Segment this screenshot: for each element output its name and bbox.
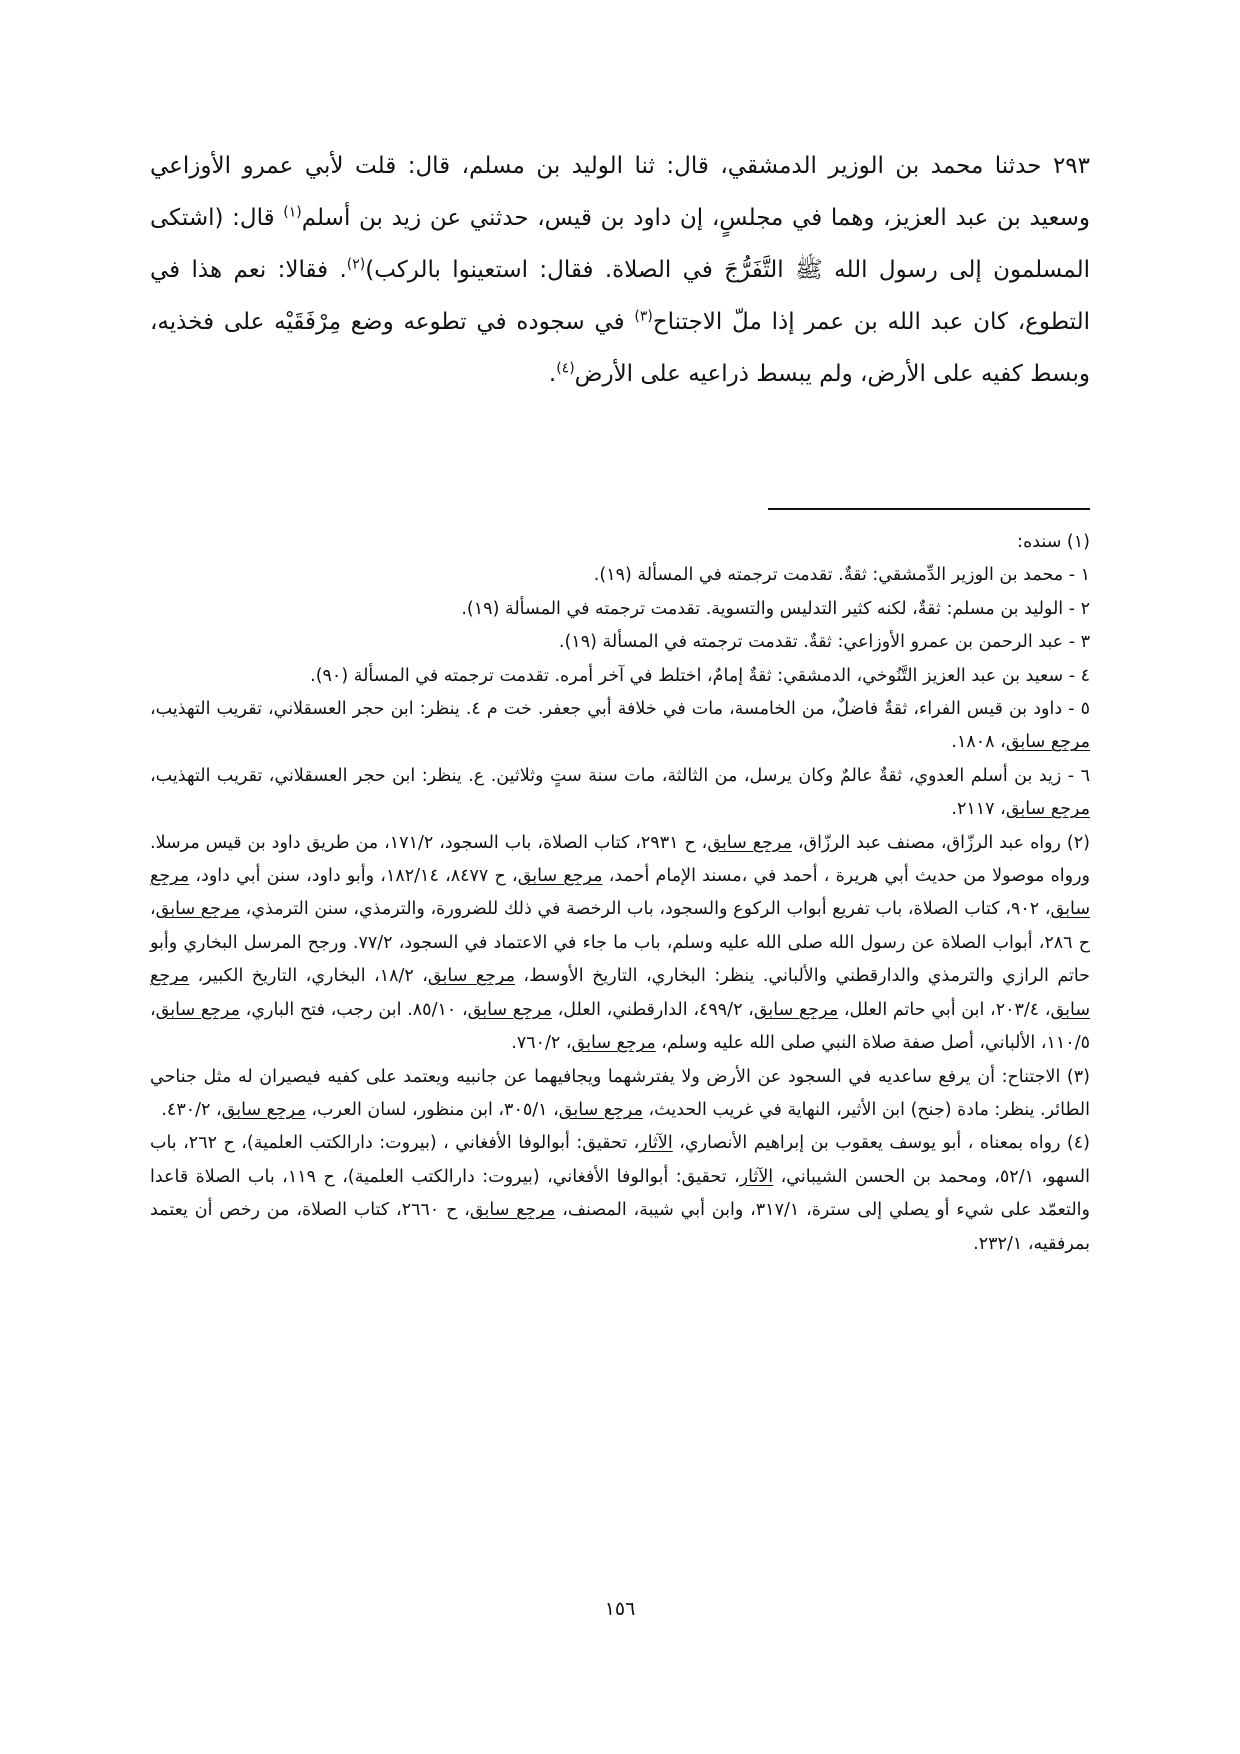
reference-link[interactable]: مرجع سابق — [558, 1099, 643, 1120]
hadith-paragraph — [150, 140, 1090, 400]
footnotes — [150, 526, 1090, 1261]
reference-link[interactable]: مرجع سابق — [517, 866, 603, 887]
reference-link[interactable]: مرجع سابق — [571, 1033, 656, 1054]
footnote-1-item: ٦ - زيد بن أسلم العدوي، ثقةٌ عالمٌ وكان يرسل، من الثالثة، مات سنة ستٍ وثلاثين. ع. ينظر: ابن حجر العسقلاني، تقريب التهذيب، مرجع سابق، ٢١١٧. — [150, 765, 1090, 820]
reference-link[interactable]: الآثار — [739, 1166, 774, 1187]
footnote-1-item: ٢ - الوليد بن مسلم: ثقةٌ، لكنه كثير التدليس والتسوية. تقدمت ترجمته في المسألة (١٩). — [461, 598, 1090, 619]
hadith-text: . — [548, 361, 557, 387]
hadith-text: . فقالا: نعم هذا في التطوع، كان عبد الله بن عمر إذا ملّ الاجتناح — [150, 257, 1090, 335]
footnote-1-item: ٣ - عبد الرحمن بن عمرو الأوزاعي: ثقةٌ. تقدمت ترجمته في المسألة (١٩). — [558, 632, 1090, 653]
footnote-4: (٤) رواه بمعناه ، أبو يوسف يعقوب بن إبراهيم الأنصاري، الآثار، تحقيق: أبوالوفا الأفغاني ، (بيروت: دارالكتب العلمية)، ح ٢٦٢، باب السهو، ٥٢/١، ومحمد بن الحسن الشيباني، الآثار، تحقيق: أبوالوفا الأفغاني، (بيروت: دارالكتب العلمية)، ح ١١٩، باب الصلاة قاعدا والتعمّد على شيء أو يصلي إلى سترة، ٣١٧/١، وابن أبي شيبة، المصنف، مرجع سابق، ح ٢٦٦٠، كتاب الصلاة، من رخص أن يعتمد بمرفقيه، ٢٣٢/١. — [150, 1133, 1091, 1254]
footnote-ref-4[interactable]: (٤) — [556, 360, 575, 377]
footnote-ref-1[interactable]: (١) — [283, 204, 302, 221]
footnote-1-item: ٥ - داود بن قيس الفراء، ثقةٌ فاضلٌ، من الخامسة، مات في خلافة أبي جعفر. خت م ٤. ينظر: ابن حجر العسقلاني، تقريب التهذيب، مرجع سابق، ١٨٠٨. — [150, 699, 1090, 753]
reference-link[interactable]: مرجع سابق — [753, 999, 839, 1020]
footnote-3: (٣) الاجتناح: أن يرفع ساعديه في السجود عن الأرض ولا يفترشهما ويجافيهما عن جانبيه ويعتمد على كفيه فيصيران له مثل جناحي الطائر. ينظر: مادة (جنح) ابن الأثير، النهاية في غريب الحديث، مرجع سابق، ٣٠٥/١، ابن منظور، لسان العرب، مرجع سابق، ٤٣٠/٢. — [150, 1066, 1090, 1120]
reference-link[interactable]: مرجع سابق — [155, 999, 240, 1020]
main-text — [150, 140, 1090, 400]
hadith-text: ٢٩٣ حدثنا محمد بن الوزير الدمشقي، قال: ثنا الوليد بن مسلم، قال: قلت لأبي عمرو الأوزاعي وسعيد بن عبد العزيز، وهما في مجلسٍ، إن داود بن قيس، حدثني عن زيد بن أسلم — [150, 153, 1090, 231]
reference-link[interactable]: مرجع سابق — [150, 866, 1090, 920]
footnote-ref-2[interactable]: (٢) — [346, 256, 366, 273]
reference-link[interactable]: مرجع سابق — [221, 1099, 306, 1120]
footnote-2: (٢) رواه عبد الرزّاق، مصنف عبد الرزّاق، مرجع سابق، ح ٢٩٣١، كتاب الصلاة، باب السجود، ١٧١/٢، من طريق داود بن قيس مرسلا. ورواه موصولا من حديث أبي هريرة ، أحمد في ،مسند الإمام أحمد، مرجع سابق، ح ٨٤٧٧، ١٨٢/١٤، وأبو داود، سنن أبي داود، مرجع سابق، ٩٠٢، كتاب الصلاة، باب تفريع أبواب الركوع والسجود، باب الرخصة في ذلك للضرورة، والترمذي، سنن الترمذي، مرجع سابق، ح ٢٨٦، أبواب الصلاة عن رسول الله صلى الله عليه وسلم، باب ما جاء في الاعتماد في السجود، ٧٧/٢. ورجح المرسل البخاري وأبو حاتم الرازي والترمذي والدارقطني والألباني. ينظر: البخاري، التاريخ الأوسط، مرجع سابق، ١٨/٢، البخاري، التاريخ الكبير، مرجع سابق، ٢٠٣/٤، ابن أبي حاتم العلل، مرجع سابق، ٤٩٩/٢، الدارقطني، العلل، مرجع سابق، ٨٥/١٠. ابن رجب، فتح الباري، مرجع سابق، ١١٠/٥، الألباني، أصل صفة صلاة النبي صلى الله عليه وسلم، مرجع سابق، ٧٦٠/٢. — [150, 832, 1091, 1054]
footnote-separator — [768, 508, 1090, 510]
hadith-text: قال: (اشتكى المسلمون إلى رسول الله ﷺ التَّفَرُّجَ في الصلاة. فقال: استعينوا بالركب) — [150, 205, 1090, 283]
hadith-text: في سجوده في تطوعه وضع مِرْفَقَيْه على فخذيه، وبسط كفيه على الأرض، ولم يبسط ذراعيه على الأرض — [150, 309, 1090, 387]
footnote-1-item: ٤ - سعيد بن عبد العزيز التَّنُوخي، الدمشقي: ثقةٌ إمامٌ، اختلط في آخر أمره. تقدمت ترجمته في المسألة (٩٠). — [310, 665, 1090, 686]
reference-link[interactable]: مرجع سابق — [707, 832, 792, 853]
reference-link[interactable]: مرجع سابق — [427, 966, 515, 987]
reference-link[interactable]: مرجع سابق — [155, 899, 240, 920]
reference-link[interactable]: مرجع سابق — [1005, 732, 1090, 753]
footnote-1-heading: (١) سنده: — [1017, 532, 1090, 552]
page-number: ١٥٦ — [604, 1598, 636, 1620]
reference-link[interactable]: مرجع سابق — [1005, 799, 1090, 820]
reference-link[interactable]: الآثار — [639, 1133, 673, 1154]
reference-link[interactable]: مرجع سابق — [467, 999, 552, 1020]
reference-link[interactable]: مرجع سابق — [150, 966, 1091, 1020]
footnote-ref-3[interactable]: (٣) — [634, 308, 653, 325]
reference-link[interactable]: مرجع سابق — [469, 1200, 556, 1221]
footnote-1-item: ١ - محمد بن الوزير الدِّمشقي: ثقةٌ. تقدمت ترجمته في المسألة (١٩). — [593, 565, 1090, 586]
